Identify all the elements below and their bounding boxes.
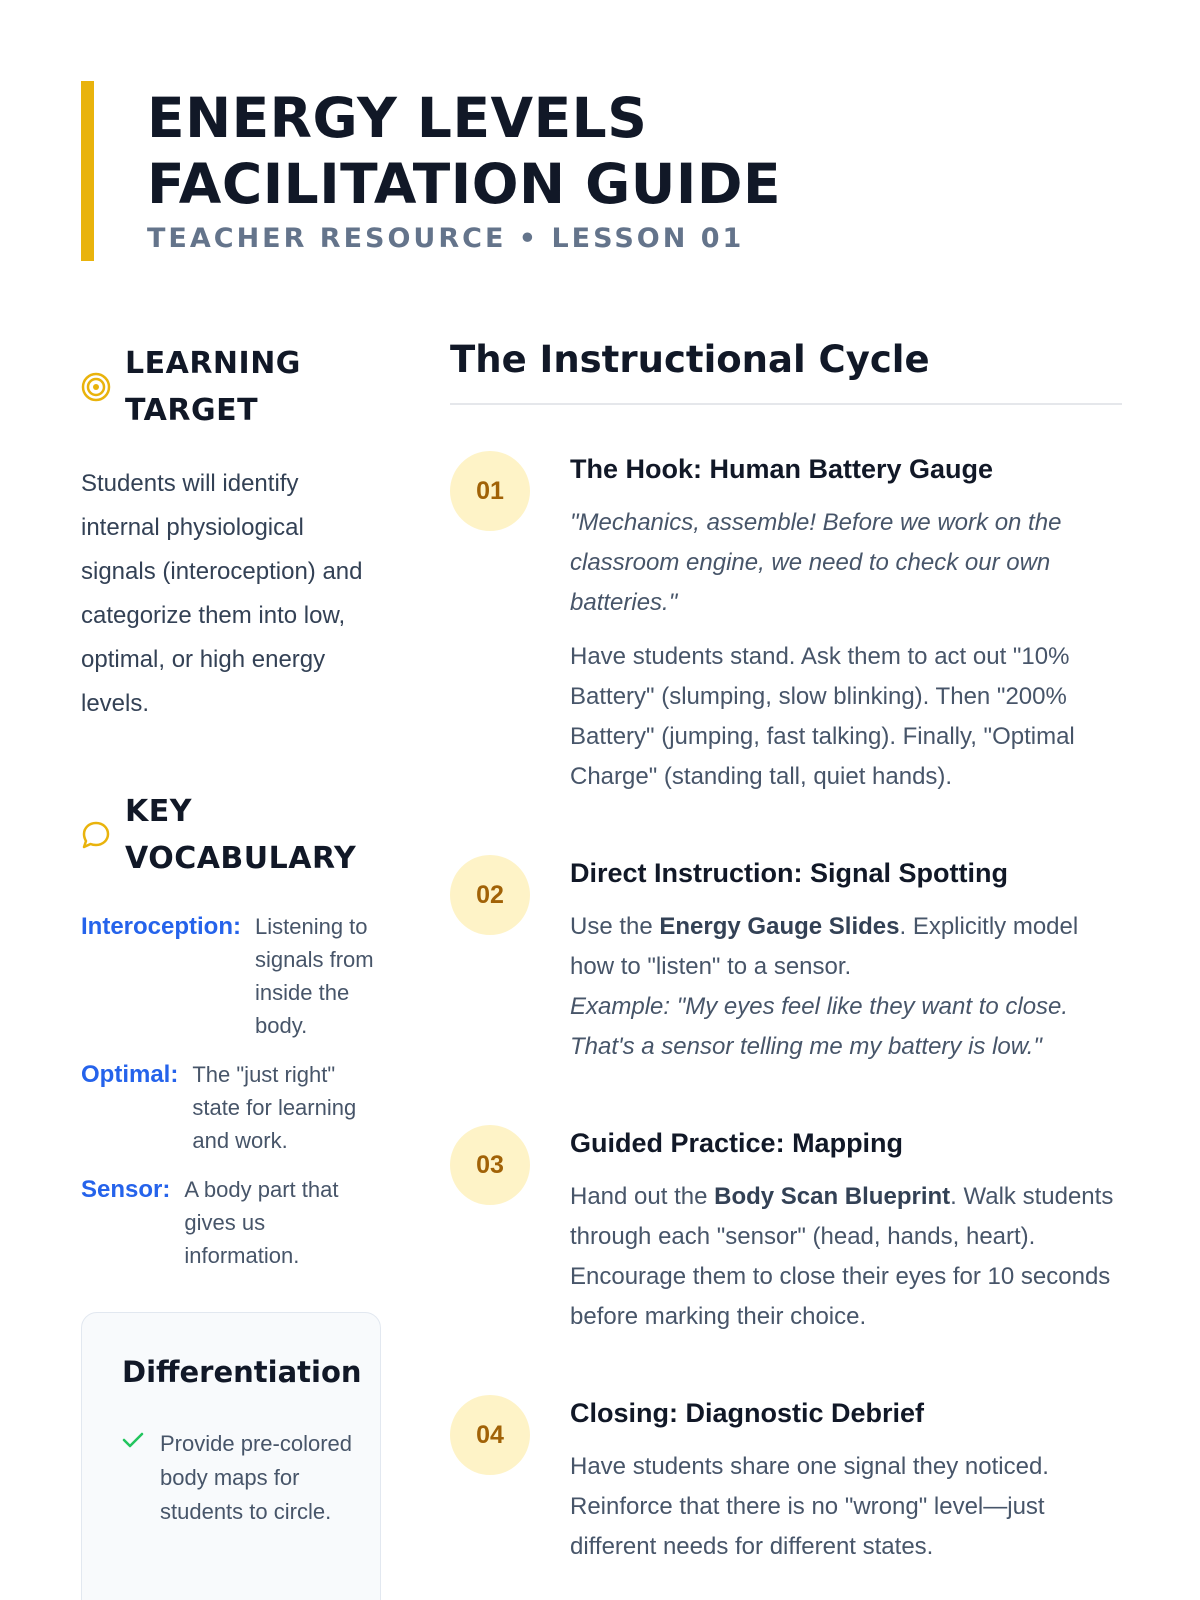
step-title: Closing: Diagnostic Debrief — [570, 1398, 925, 1428]
learning-target-header — [81, 340, 381, 434]
cycle-title: The Instructional Cycle — [450, 338, 1122, 405]
check-icon — [122, 1427, 160, 1529]
step-text: Have students share one signal they noticed. Reinforce that there is no "wrong" level—just different needs for different states. — [570, 1453, 1049, 1560]
material-name: Energy Gauge Slides — [659, 913, 900, 940]
step-quote: "Mechanics, assemble! Before we work on the classroom engine, we need to check our own batteries." — [570, 509, 1062, 616]
vocab-term: Interoception: — [81, 913, 241, 940]
learning-target-title: LEARNING TARGET — [125, 346, 301, 428]
step-body — [570, 853, 1122, 1067]
step-example: Example: "My eyes feel like they want to close. That's a sensor telling me my battery is low." — [570, 993, 1069, 1060]
page-subtitle: TEACHER RESOURCE • LESSON 01 — [147, 223, 745, 254]
vocab-term: Sensor: — [81, 1176, 171, 1203]
step-number-badge: 01 — [450, 451, 530, 531]
cycle-step — [450, 449, 1122, 797]
vocabulary-header — [81, 788, 381, 882]
step-title: Direct Instruction: Signal Spotting — [570, 858, 1008, 888]
step-title: The Hook: Human Battery Gauge — [570, 454, 994, 484]
vocab-item — [81, 1058, 381, 1157]
step-body — [570, 1393, 1122, 1567]
step-body — [570, 1123, 1122, 1337]
step-body — [570, 449, 1122, 797]
vocab-definition: A body part that gives us information. — [184, 1177, 339, 1268]
vocab-item — [81, 910, 381, 1042]
step-number-badge: 02 — [450, 855, 530, 935]
speech-bubble-icon — [81, 820, 125, 850]
cycle-step — [450, 1393, 1122, 1567]
vocabulary-title: KEY VOCABULARY — [125, 794, 357, 876]
differentiation-item — [122, 1427, 352, 1529]
cycle-steps — [450, 449, 1122, 1567]
page-title: ENERGY LEVELS FACILITATION GUIDE — [147, 86, 782, 216]
step-number-badge: 04 — [450, 1395, 530, 1475]
vocab-definition: Listening to signals from inside the body. — [255, 914, 374, 1038]
cycle-step — [450, 1123, 1122, 1337]
step-text: Hand out the Body Scan Blueprint. Walk students through each "sensor" (head, hands, heart). Encourage them to close their eyes for 10 seconds before marking their choice. — [570, 1183, 1114, 1330]
differentiation-box — [81, 1312, 381, 1600]
step-text: Have students stand. Ask them to act out "10% Battery" (slumping, slow blinking). Then "200% Battery" (jumping, fast talking). Finally, "Optimal Charge" (standing tall, quiet hands). — [570, 643, 1075, 790]
left-column — [81, 340, 381, 1600]
vocabulary-list — [81, 910, 381, 1272]
material-name: Body Scan Blueprint — [714, 1183, 951, 1210]
step-title: Guided Practice: Mapping — [570, 1128, 904, 1158]
step-number-badge: 03 — [450, 1125, 530, 1205]
vocab-item — [81, 1173, 381, 1272]
learning-target-text: Students will identify internal physiological signals (interoception) and categorize them into low, optimal, or high energy levels. — [81, 470, 363, 717]
page-header — [81, 81, 781, 261]
vocab-term: Optimal: — [81, 1061, 179, 1088]
differentiation-title: Differentiation — [122, 1355, 362, 1389]
target-icon — [81, 372, 125, 402]
cycle-step — [450, 853, 1122, 1067]
step-text: Use the Energy Gauge Slides. Explicitly model how to "listen" to a sensor. Example: "My eyes feel like they want to close. That's a sensor telling me my battery is low." — [570, 913, 1079, 1060]
vocab-definition: The "just right" state for learning and work. — [192, 1062, 357, 1153]
right-column — [450, 338, 1122, 1600]
differentiation-text: Provide pre-colored body maps for students to circle. — [160, 1431, 352, 1524]
